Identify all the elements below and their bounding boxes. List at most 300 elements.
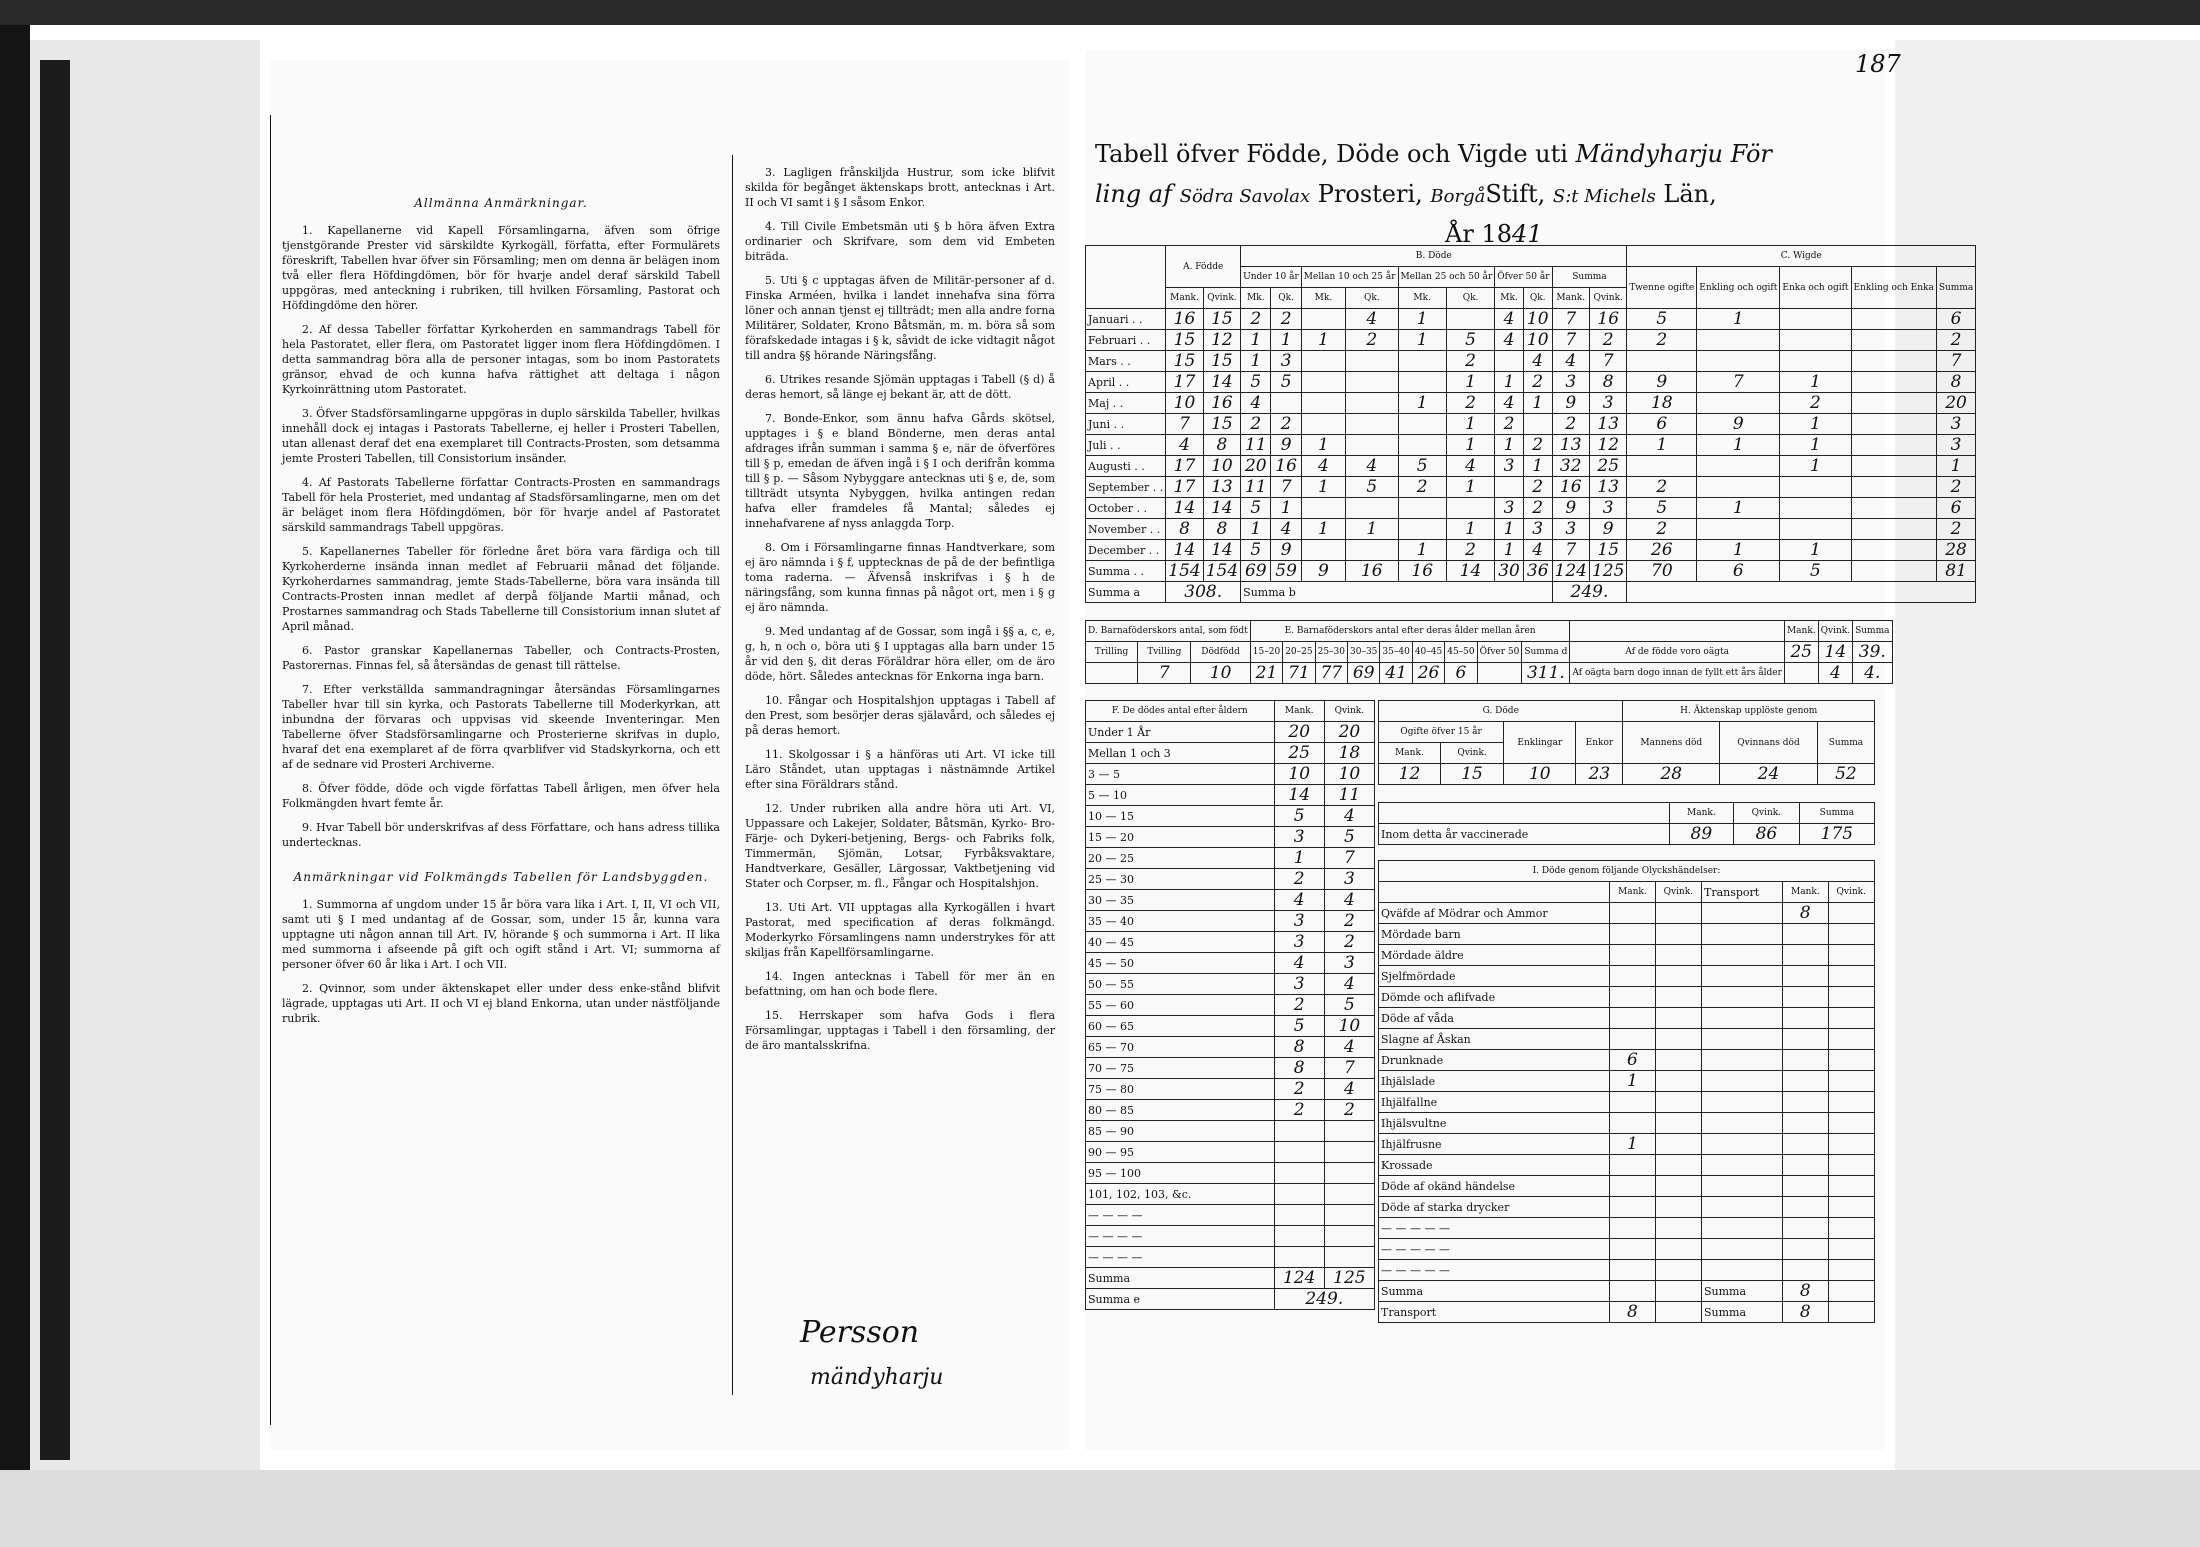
accident-right-male [1783, 1134, 1828, 1155]
accident-right-male [1783, 1092, 1828, 1113]
deaths-cell [1523, 414, 1552, 435]
age-label: 55 — 60 [1086, 995, 1275, 1016]
deaths-cell: 4 [1346, 456, 1398, 477]
i-summa-blank [1610, 1281, 1655, 1302]
f-age-row [1086, 1037, 1375, 1058]
deaths-cell: 11 [1241, 435, 1271, 456]
section-b-sub-header: Mk. [1241, 288, 1271, 309]
section-d-title: D. Barnaföderskors antal, som födt [1086, 621, 1251, 642]
marriages-cell [1780, 309, 1851, 330]
age-male-value: 25 [1274, 743, 1324, 764]
section-c-col-header: Twenne ogifte [1627, 267, 1697, 309]
marriages-cell [1851, 372, 1936, 393]
section-e-value: 71 [1283, 663, 1315, 684]
accident-right-female [1828, 966, 1874, 987]
marriages-cell: 5 [1627, 309, 1697, 330]
i-header-row [1379, 882, 1875, 903]
illegit-col-header: Summa [1853, 621, 1892, 642]
folk-heading: Anmärkningar vid Folkmängds Tabellen för Landsbyggden. [293, 870, 709, 884]
section-b-header: B. Döde [1241, 246, 1627, 267]
f-summa-e-label: Summa e [1086, 1289, 1275, 1310]
marriages-cell: 70 [1627, 561, 1697, 582]
age-male-value: 3 [1274, 911, 1324, 932]
illegit-row-1-label: Af de födde voro oägta [1570, 642, 1785, 663]
i-right-col-header: Mank. [1783, 882, 1828, 903]
age-female-value: 20 [1324, 722, 1374, 743]
deaths-cell: 9 [1271, 435, 1301, 456]
title-year-label: År 18 [1445, 220, 1512, 248]
f-age-row [1086, 764, 1375, 785]
folk-note-2: 2. Qvinnor, som under äktenskapet eller under dess enke-stånd blifvit lägrade, upptagas uti Art. II och VI ej bland Enkorna, utan under nästföljande rubrik. [282, 982, 720, 1025]
deaths-cell [1301, 372, 1345, 393]
f-blank-row [1086, 1247, 1375, 1268]
births-cell: 14 [1203, 498, 1240, 519]
accident-male-value [1610, 1197, 1655, 1218]
section-e-col-header: Öfver 50 [1477, 642, 1522, 663]
births-cell: 4 [1166, 435, 1203, 456]
section-d-value: 7 [1138, 663, 1191, 684]
f-age-row [1086, 1100, 1375, 1121]
accident-female-value [1655, 966, 1701, 987]
births-cell: 17 [1166, 477, 1203, 498]
age-male-value: 8 [1274, 1058, 1324, 1079]
deaths-cell: 69 [1241, 561, 1271, 582]
deaths-cell: 1 [1346, 519, 1398, 540]
births-cell: 12 [1203, 330, 1240, 351]
marriages-cell: 1 [1697, 498, 1780, 519]
month-row [1086, 435, 1976, 456]
section-h-value: 28 [1623, 764, 1720, 785]
deaths-cell: 7 [1552, 330, 1589, 351]
deaths-cell: 1 [1398, 393, 1446, 414]
summa-b-value: 249. [1552, 582, 1627, 603]
age-male-value: 2 [1274, 869, 1324, 890]
month-label: Juni . . [1086, 414, 1166, 435]
section-i-title: I. Döde genom följande Olyckshändelser: [1379, 861, 1875, 882]
accident-male-value [1610, 1176, 1655, 1197]
deaths-cell [1346, 540, 1398, 561]
deaths-cell: 1 [1446, 414, 1494, 435]
marriages-cell [1780, 330, 1851, 351]
age-female-value [1324, 1121, 1374, 1142]
marriages-cell [1697, 330, 1780, 351]
marriages-cell: 9 [1627, 372, 1697, 393]
marriages-cell: 5 [1780, 561, 1851, 582]
month-label: Februari . . [1086, 330, 1166, 351]
age-male-value: 3 [1274, 827, 1324, 848]
accident-male-value [1610, 1092, 1655, 1113]
age-male-value: 4 [1274, 953, 1324, 974]
note-2: 2. Af dessa Tabeller författar Kyrkoherden en sammandrags Tabell för hela Pastoratet, eller flera, om Pastoratet ligger inom flera Höfdingdömen. I detta sammandrag böra alla de personer intagas, som bo inom Pastoratets gränsor, ehvad de och kunna hafva rättighet att deltaga i någon Kyrkoinrättning utom Pastoratet. [282, 323, 720, 396]
title-diocese: Borgå [1430, 186, 1486, 207]
deaths-cell [1346, 393, 1398, 414]
section-e-title: E. Barnaföderskors antal efter deras ålder mellan åren [1250, 621, 1570, 642]
blank-cell [1655, 1218, 1701, 1239]
column-divider [732, 155, 733, 1395]
marriages-cell: 5 [1627, 498, 1697, 519]
age-label: 80 — 85 [1086, 1100, 1275, 1121]
section-e-value: 69 [1348, 663, 1380, 684]
accident-right-female [1828, 1050, 1874, 1071]
summa-a-value: 308. [1166, 582, 1241, 603]
section-c-col-header: Enkling och Enka [1851, 267, 1936, 309]
section-e-value: 41 [1380, 663, 1412, 684]
deaths-cell: 3 [1589, 498, 1626, 519]
age-label: 15 — 20 [1086, 827, 1275, 848]
deaths-cell: 2 [1346, 330, 1398, 351]
deaths-cell: 16 [1552, 477, 1589, 498]
accident-right-female [1828, 1113, 1874, 1134]
title-stift: Stift, [1485, 180, 1546, 208]
note-c2-7: 7. Bonde-Enkor, som ännu hafva Gårds skötsel, upptages i § e bland Bönderne, men deras antal afdrages ifrån summan i samma § e, när de öfverföres till § p, emedan de äfven ingå i § I och derifrån komma till § p. — Såsom Nybyggare antecknas uti § e, de, som tillträdt utsynta Nybyggen, hvilka antingen redan hafva eller framdeles få Mantal; således ej innehafvarene af nyss anlaggda Torp. [745, 412, 1055, 530]
section-c-header: C. Wigde [1627, 246, 1976, 267]
deaths-cell: 2 [1271, 414, 1301, 435]
summa-a-label: Summa a [1086, 582, 1166, 603]
deaths-cell: 14 [1446, 561, 1494, 582]
deaths-cell: 30 [1495, 561, 1524, 582]
accident-right-label [1702, 1113, 1783, 1134]
accident-label: Döde af våda [1379, 1008, 1610, 1029]
accident-right-male [1783, 1008, 1828, 1029]
age-male-value: 8 [1274, 1037, 1324, 1058]
age-label: 90 — 95 [1086, 1142, 1275, 1163]
age-female-value [1324, 1184, 1374, 1205]
deaths-cell: 2 [1523, 477, 1552, 498]
month-row [1086, 330, 1976, 351]
title-line-2 [1095, 180, 1717, 208]
deaths-cell: 1 [1301, 330, 1345, 351]
deaths-cell: 4 [1552, 351, 1589, 372]
age-label: 20 — 25 [1086, 848, 1275, 869]
month-label: October . . [1086, 498, 1166, 519]
marriages-cell [1780, 498, 1851, 519]
deaths-cell: 13 [1589, 477, 1626, 498]
age-label: 60 — 65 [1086, 1016, 1275, 1037]
accident-female-value [1655, 987, 1701, 1008]
births-cell: 14 [1203, 540, 1240, 561]
section-e-col-header: 40–45 [1412, 642, 1444, 663]
scan-edge-top [0, 0, 2200, 25]
deaths-cell: 5 [1271, 372, 1301, 393]
deaths-cell: 5 [1398, 456, 1446, 477]
accident-female-value [1655, 1071, 1701, 1092]
illegit-row-1-value: 39. [1853, 642, 1892, 663]
deaths-cell: 2 [1523, 498, 1552, 519]
accident-label: Drunknade [1379, 1050, 1610, 1071]
section-b-sub-header: Qk. [1523, 288, 1552, 309]
age-label: 35 — 40 [1086, 911, 1275, 932]
age-male-value: 3 [1274, 974, 1324, 995]
month-row [1086, 540, 1976, 561]
note-c2-15: 15. Herrskaper som hafva Gods i flera Församlingar, upptagas i Tabell i den församling, der de äro mantalsskrifna. [745, 1009, 1055, 1052]
i-summa-blank [1828, 1281, 1874, 1302]
marriages-cell: 2 [1936, 330, 1975, 351]
deaths-marital-table [1378, 700, 1875, 785]
marriages-cell: 2 [1627, 519, 1697, 540]
section-e-value [1477, 663, 1522, 684]
section-a-col-header: Mank. [1166, 288, 1203, 309]
deaths-cell: 125 [1589, 561, 1626, 582]
deaths-cell: 1 [1446, 372, 1494, 393]
blank-cell [1828, 1239, 1874, 1260]
i-accident-row [1379, 1134, 1875, 1155]
section-h-col-header: Mannens död [1623, 722, 1720, 764]
deaths-cell: 2 [1495, 414, 1524, 435]
marriages-cell [1851, 519, 1936, 540]
title-line-1 [1095, 140, 1772, 168]
accident-male-value [1610, 903, 1655, 924]
note-c2-14: 14. Ingen antecknas i Tabell för mer än en befattning, om han och bode flere. [745, 970, 1055, 998]
illegit-col-header: Mank. [1784, 621, 1818, 642]
deaths-cell: 2 [1271, 309, 1301, 330]
f-header-row [1086, 701, 1375, 722]
vaccine-col-header: Summa [1799, 803, 1874, 824]
accident-female-value [1655, 945, 1701, 966]
births-cell: 154 [1166, 561, 1203, 582]
i-accident-row [1379, 1176, 1875, 1197]
blank-cell [1324, 1226, 1374, 1247]
age-female-value: 11 [1324, 785, 1374, 806]
deaths-cell: 1 [1523, 393, 1552, 414]
note-c2-9: 9. Med undantag af de Gossar, som ingå i §§ a, c, e, g, h, n och o, böra uti § I upptagas alla barn under 15 år vid den §, dit deras Föräldrar höra eller, om de äro döde, hört. Således antecknas för Enkorna inga barn. [745, 625, 1055, 683]
deaths-cell [1398, 414, 1446, 435]
accident-right-label [1702, 1029, 1783, 1050]
marriages-cell: 2 [1936, 477, 1975, 498]
accident-male-value: 6 [1610, 1050, 1655, 1071]
section-e-col-header: 30–35 [1348, 642, 1380, 663]
i-accident-row [1379, 1071, 1875, 1092]
deaths-cell: 4 [1523, 540, 1552, 561]
note-c2-13: 13. Uti Art. VII upptagas alla Kyrkogällen i hvart Pastorat, med specification af deras folkmängd. Moderkyrko Församlingens namn understrykes för att skiljas från Kapellförsamlingarne. [745, 901, 1055, 959]
deaths-cell: 16 [1346, 561, 1398, 582]
i-summa-blank [1655, 1281, 1701, 1302]
accident-right-label [1702, 966, 1783, 987]
vaccine-value: 86 [1734, 824, 1800, 845]
vaccinated-table [1378, 802, 1875, 845]
i-title-row [1379, 861, 1875, 882]
blank-cell [1783, 1218, 1828, 1239]
f-age-row [1086, 974, 1375, 995]
month-header-cell [1086, 246, 1166, 309]
accident-label: Mördade barn [1379, 924, 1610, 945]
births-cell: 17 [1166, 372, 1203, 393]
accident-right-label [1702, 1155, 1783, 1176]
note-c2-8: 8. Om i Församlingarne finnas Handtverkare, som ej äro nämnda i § f, upptecknas de på de der befintliga toma raderna. — Äfvenså inskrifvas i § h de näringsfång, som kunna finnas på något ort, men i § g ej äro nämnda. [745, 541, 1055, 614]
deaths-cell: 2 [1523, 372, 1552, 393]
deaths-cell [1301, 414, 1345, 435]
marriages-cell: 8 [1936, 372, 1975, 393]
accident-male-value [1610, 987, 1655, 1008]
illegit-row-2-label: Af oägta barn dogo innan de fyllt ett års ålder [1570, 663, 1785, 684]
deaths-cell: 1 [1495, 519, 1524, 540]
births-cell: 14 [1166, 540, 1203, 561]
accident-male-value [1610, 1008, 1655, 1029]
section-b-sub-header: Qk. [1446, 288, 1494, 309]
age-female-value: 4 [1324, 806, 1374, 827]
de-values-row [1086, 663, 1893, 684]
age-female-value: 2 [1324, 932, 1374, 953]
section-a-header: A. Födde [1166, 246, 1241, 288]
marriages-cell [1851, 477, 1936, 498]
i-accident-row [1379, 1029, 1875, 1050]
deaths-cell: 25 [1589, 456, 1626, 477]
deaths-cell [1301, 540, 1345, 561]
age-female-value: 18 [1324, 743, 1374, 764]
folk-note-1: 1. Summorna af ungdom under 15 år böra vara lika i Art. I, II, VI och VII, samt uti § I med undantag af de Gossar, som, under 15 år, kunna vara upptagne uti någon annan till Art. IV, hörande § och summorna i Art. II lika med summorna i afseende på gift och ogift stånd i Art. VI; summorna af personer öfver 60 år lika i Art. I och VII. [282, 898, 720, 971]
accident-label: Ihjälfallne [1379, 1092, 1610, 1113]
marriages-cell [1627, 456, 1697, 477]
deaths-cell: 3 [1589, 393, 1626, 414]
accident-label: Slagne af Åskan [1379, 1029, 1610, 1050]
deaths-by-age-table [1085, 700, 1375, 1310]
section-e-col-header: 45–50 [1445, 642, 1477, 663]
accident-label: Sjelfmördade [1379, 966, 1610, 987]
summa-row [1086, 561, 1976, 582]
vaccine-col-header: Mank. [1669, 803, 1733, 824]
f-age-row [1086, 722, 1375, 743]
marriages-cell: 3 [1936, 414, 1975, 435]
marriages-cell [1851, 540, 1936, 561]
section-e-value: 26 [1412, 663, 1444, 684]
marriages-cell: 7 [1936, 351, 1975, 372]
accident-right-female [1828, 945, 1874, 966]
section-d-value: 10 [1191, 663, 1250, 684]
summa-ab-row [1086, 582, 1976, 603]
deaths-cell: 5 [1346, 477, 1398, 498]
deaths-cell: 124 [1552, 561, 1589, 582]
section-f-col-header: Qvink. [1324, 701, 1374, 722]
marriages-cell [1780, 519, 1851, 540]
section-d-col-header: Trilling [1086, 642, 1138, 663]
marriages-cell: 1 [1697, 540, 1780, 561]
age-female-value: 4 [1324, 1037, 1374, 1058]
page-number: 187 [1855, 50, 1901, 78]
deaths-cell [1398, 351, 1446, 372]
age-label: 50 — 55 [1086, 974, 1275, 995]
age-female-value: 5 [1324, 995, 1374, 1016]
age-female-value: 7 [1324, 1058, 1374, 1079]
age-female-value: 3 [1324, 953, 1374, 974]
i-accident-row [1379, 1092, 1875, 1113]
marriages-cell: 6 [1627, 414, 1697, 435]
note-c2-12: 12. Under rubriken alla andre höra uti Art. VI, Uppassare och Lakejer, Soldater, Båtsmän, Kyrko- Bro- Färje- och Dykeri-betjening, Bergs- och Fabriks folk, Timmermän, Sjömän, Lotsar, Fyrbåksvaktare, Handtverkare, Gesäller, Lärgossar, Vaktbetjening vid Stater och Corpser, m. fl., Fångar och Hospitalshjon. [745, 802, 1055, 890]
general-heading: Allmänna Anmärkningar. [414, 196, 588, 210]
note-c2-5: 5. Uti § c upptagas äfven de Militär-personer af d. Finska Arméen, hvilka i landet innehafva sina förra löner och annan tjenst ej tillträdt; men alla andre forna Militärer, Soldater, Krono Båtsmän, m. m. böra så som förafskedade intagas i § k, såvidt de icke vidtagit något till andra §§ hörande Näringsfång. [745, 274, 1055, 362]
accident-right-label [1702, 903, 1783, 924]
accident-female-value [1655, 1134, 1701, 1155]
vaccine-label: Inom detta år vaccinerade [1379, 824, 1670, 845]
f-age-row [1086, 1079, 1375, 1100]
f-age-row [1086, 785, 1375, 806]
deaths-cell: 2 [1523, 435, 1552, 456]
accident-right-label [1702, 1050, 1783, 1071]
age-male-value [1274, 1184, 1324, 1205]
births-cell: 15 [1203, 414, 1240, 435]
deaths-cell: 2 [1446, 540, 1494, 561]
accident-label: Döde af okänd händelse [1379, 1176, 1610, 1197]
section-e-col-header: 15–20 [1250, 642, 1282, 663]
age-female-value: 4 [1324, 974, 1374, 995]
f-age-row [1086, 890, 1375, 911]
marriages-cell [1697, 519, 1780, 540]
deaths-cell: 1 [1495, 372, 1524, 393]
accident-female-value [1655, 1113, 1701, 1134]
deaths-cell [1346, 351, 1398, 372]
title-county: S:t Michels [1552, 186, 1656, 207]
age-female-value: 3 [1324, 869, 1374, 890]
deaths-cell: 16 [1398, 561, 1446, 582]
deaths-cell: 2 [1589, 330, 1626, 351]
section-b-group-header: Öfver 50 år [1495, 267, 1552, 288]
blank-cell [1828, 1218, 1874, 1239]
age-male-value [1274, 1142, 1324, 1163]
accident-right-male [1783, 987, 1828, 1008]
i-transport-label: Transport [1379, 1302, 1610, 1323]
f-age-row [1086, 869, 1375, 890]
deaths-cell: 7 [1552, 540, 1589, 561]
f-summa-e-row [1086, 1289, 1375, 1310]
accident-label: Dömde och aflifvade [1379, 987, 1610, 1008]
i-accident-row [1379, 1050, 1875, 1071]
monthly-header-row-1 [1086, 246, 1976, 267]
deaths-cell: 32 [1552, 456, 1589, 477]
accident-male-value [1610, 1155, 1655, 1176]
deaths-cell: 1 [1301, 477, 1345, 498]
f-age-row [1086, 932, 1375, 953]
deaths-cell [1495, 477, 1524, 498]
i-right-transport-label: Transport [1702, 882, 1783, 903]
deaths-cell: 2 [1241, 414, 1271, 435]
section-e-col-header: 25–30 [1315, 642, 1347, 663]
deaths-cell: 9 [1589, 519, 1626, 540]
births-cell: 16 [1166, 309, 1203, 330]
note-6: 6. Pastor granskar Kapellanernas Tabeller, och Contracts-Prosten, Pastorernas. Finnas fel, så återsändas de genast till rättelse. [282, 644, 720, 672]
deaths-cell [1495, 351, 1524, 372]
illegit-label-blank [1570, 621, 1785, 642]
deaths-cell: 2 [1241, 309, 1271, 330]
marriages-cell [1851, 393, 1936, 414]
deaths-cell: 9 [1552, 498, 1589, 519]
note-3: 3. Öfver Stadsförsamlingarne uppgöras in duplo särskilda Tabeller, hvilkas innehåll dock ej intagas i Pastorats Tabellerne, ej heller i Prosteri Tabellen, utan allenast deraf det ena exemplaret till Contracts-Prosten, som detsamma jemte Prosteri Tabellen, till Consistorium insänder. [282, 407, 720, 465]
section-g-value: 10 [1504, 764, 1576, 785]
f-age-row [1086, 848, 1375, 869]
marriages-cell: 3 [1936, 435, 1975, 456]
accident-label: Krossade [1379, 1155, 1610, 1176]
i-transport-value: 8 [1610, 1302, 1655, 1323]
accident-label: Ihjälslade [1379, 1071, 1610, 1092]
deaths-cell: 7 [1552, 309, 1589, 330]
i-accident-row [1379, 1155, 1875, 1176]
i-blank-row [1379, 1218, 1875, 1239]
section-d-value [1086, 663, 1138, 684]
age-label: 101, 102, 103, &c. [1086, 1184, 1275, 1205]
marriages-cell [1851, 414, 1936, 435]
i-label-blank [1379, 882, 1610, 903]
age-female-value: 5 [1324, 827, 1374, 848]
summa-b-label: Summa b [1241, 582, 1552, 603]
age-label: 25 — 30 [1086, 869, 1275, 890]
marriages-cell: 9 [1697, 414, 1780, 435]
gh-header-row-2 [1379, 722, 1875, 743]
accident-right-female [1828, 924, 1874, 945]
general-notes-column-2 [745, 165, 1055, 1062]
blank-cell [1655, 1260, 1701, 1281]
marriages-cell: 26 [1627, 540, 1697, 561]
note-c2-10: 10. Fångar och Hospitalshjon upptagas i Tabell af den Prest, som besörjer deras själavård, och således ej på deras hemort. [745, 694, 1055, 737]
deaths-cell: 4 [1271, 519, 1301, 540]
i-transport-blank [1828, 1302, 1874, 1323]
age-male-value: 3 [1274, 932, 1324, 953]
